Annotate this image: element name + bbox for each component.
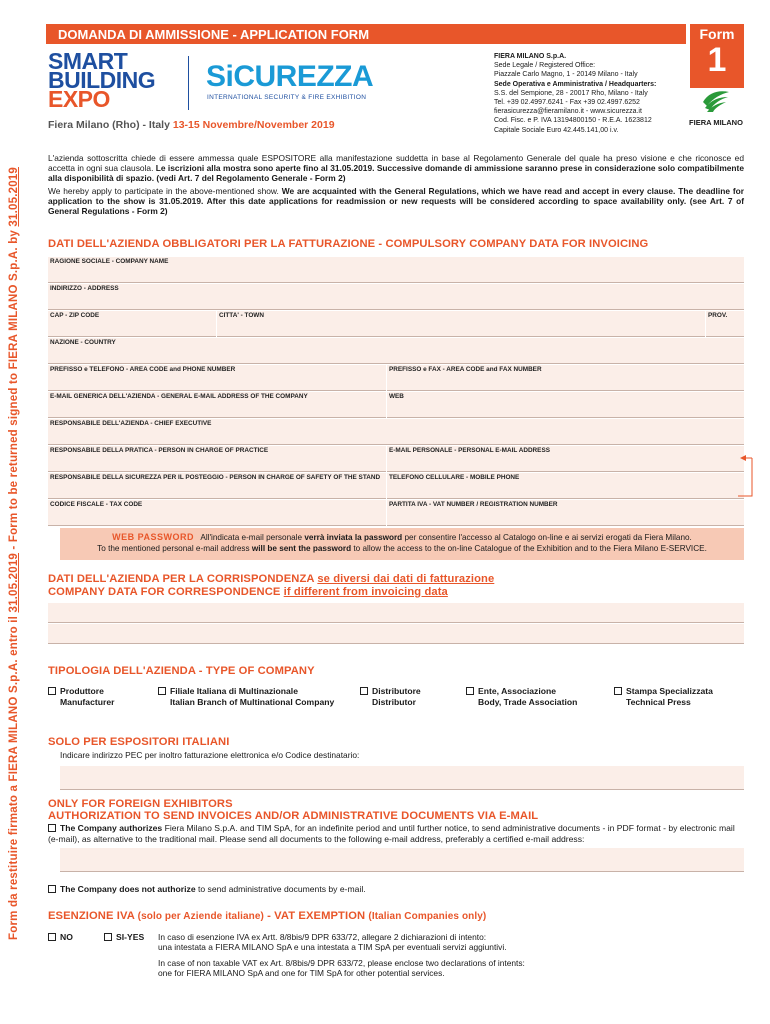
option-en: Manufacturer: [60, 696, 115, 707]
fiera-line6: fierasicurezza@fieramilano.it - www.sicurezza.it: [494, 108, 642, 116]
prov-label: PROV.: [708, 312, 728, 319]
town-label: CITTA' - TOWN: [219, 312, 264, 319]
option-it: Distributore: [372, 686, 421, 696]
fiera-line5: Tel. +39 02.4997.6241 - Fax +39 02.4997.6252: [494, 99, 640, 107]
option-it: Stampa Specializzata: [626, 686, 713, 696]
company-type-option-distributor[interactable]: [360, 686, 421, 707]
form-number: 1: [707, 41, 727, 79]
venue-place: Fiera Milano (Rho) - Italy: [48, 119, 170, 131]
intro-italian: [48, 153, 744, 184]
correspondence-section-title: [48, 573, 494, 598]
option-en: Body, Trade Association: [478, 696, 578, 707]
header-title-bar: [46, 24, 686, 44]
fiera-line4: S.S. del Sempione, 28 - 20017 Rho, Milano - Italy: [494, 89, 648, 97]
option-it: Filiale Italiana di Multinazionale: [170, 686, 298, 696]
country-field[interactable]: [48, 338, 744, 364]
certified-email-field[interactable]: [60, 848, 744, 872]
fiera-line1: Sede Legale / Registered Office:: [494, 62, 596, 70]
practice-person-label: RESPONSABILE DELLA PRATICA - PERSON IN CHARGE OF PRACTICE: [50, 447, 269, 454]
vat-title-d: (Italian Companies only): [368, 911, 487, 922]
italian-exhibitors-title: SOLO PER ESPOSITORI ITALIANI: [48, 736, 230, 748]
sicurezza-subtitle: INTERNATIONAL SECURITY & FIRE EXHIBITION: [207, 94, 367, 101]
sicurezza-logo: SiCUREZZA: [206, 60, 374, 93]
not-authorize-text: to send administrative documents by e-mail.: [195, 884, 366, 894]
authorize-text: Fiera Milano S.p.A. and TIM SpA, for an indefinite period and until further notice, to send administrative documents - in PDF format - by electronic mail (e-mail), as alternative to the traditional mail. Please send all documents to the following e-mail address, preferably a certified e-mail address:: [48, 823, 735, 844]
logo-line-building: BUILDING: [48, 67, 156, 93]
form-number-box: [690, 24, 744, 88]
address-label: INDIRIZZO - ADDRESS: [50, 285, 119, 292]
password-it-c: per consentire l'accesso al Catalogo on-line e ai servizi erogati da Fiera Milano.: [402, 533, 692, 542]
fiera-milano-mark-icon: [701, 88, 731, 112]
checkbox[interactable]: [614, 687, 622, 695]
vat-exemption-english-text: [158, 958, 718, 978]
vat-exemption-no-option[interactable]: [48, 932, 73, 943]
fiera-line7: Cod. Fisc. e P. IVA 13194800150 - R.E.A. 1623812: [494, 117, 652, 125]
general-email-label: E-MAIL GENERICA DELL'AZIENDA - GENERAL E-MAIL ADDRESS OF THE COMPANY: [50, 393, 308, 400]
company-name-label: RAGIONE SOCIALE - COMPANY NAME: [50, 258, 169, 265]
vat-en-line2: one for FIERA MILANO SpA and one for TIM SpA for other potential services.: [158, 968, 445, 979]
invoicing-section-title: DATI DELL'AZIENDA OBBLIGATORI PER LA FATTURAZIONE - COMPULSORY COMPANY DATA FOR INVOICING: [48, 238, 649, 250]
option-it: Produttore: [60, 686, 104, 696]
zip-label: CAP - ZIP CODE: [50, 312, 100, 319]
phone-label: PREFISSO e TELEFONO - AREA CODE and PHONE NUMBER: [50, 366, 236, 373]
general-email-field[interactable]: [48, 392, 386, 418]
correspondence-title-en: COMPANY DATA FOR CORRESPONDENCE: [48, 585, 284, 598]
mobile-phone-field[interactable]: [387, 473, 744, 499]
arrow-connector-icon: [736, 452, 756, 498]
country-label: NAZIONE - COUNTRY: [50, 339, 116, 346]
intro-english: [48, 186, 744, 217]
company-name-field[interactable]: [48, 257, 744, 283]
vat-yes-label: SI-YES: [116, 932, 145, 942]
phone-field[interactable]: [48, 365, 386, 391]
vat-no-label: NO: [60, 932, 73, 942]
personal-email-label: E-MAIL PERSONALE - PERSONAL E-MAIL ADDRESS: [389, 447, 550, 454]
chief-executive-label: RESPONSABILE DELL'AZIENDA - CHIEF EXECUTIVE: [50, 420, 212, 427]
checkbox[interactable]: [48, 885, 56, 893]
vat-number-label: PARTITA IVA - VAT NUMBER / REGISTRATION NUMBER: [389, 501, 558, 508]
correspondence-field-1[interactable]: [48, 603, 744, 623]
venue-line: [48, 119, 335, 131]
foreign-title-line2: AUTHORIZATION TO SEND INVOICES AND/OR ADMINISTRATIVE DOCUMENTS VIA E-MAIL: [48, 810, 539, 822]
pec-address-field[interactable]: [60, 766, 744, 790]
town-field[interactable]: [217, 311, 705, 337]
side-text-part2: - Form to be returned signed to FIERA MILANO S.p.A. by: [8, 226, 20, 553]
not-authorize-email-option[interactable]: [48, 884, 366, 895]
password-en-b: will be sent the password: [251, 544, 352, 553]
checkbox[interactable]: [48, 824, 56, 832]
checkbox[interactable]: [158, 687, 166, 695]
web-password-label: WEB PASSWORD: [112, 532, 194, 542]
not-authorize-bold: The Company does not authorize: [60, 884, 196, 894]
option-en: Technical Press: [626, 696, 691, 707]
correspondence-title-it: DATI DELL'AZIENDA PER LA CORRISPONDENZA: [48, 573, 318, 585]
company-type-section-title: TIPOLOGIA DELL'AZIENDA - TYPE OF COMPANY: [48, 665, 315, 677]
company-type-option-press[interactable]: [614, 686, 713, 707]
correspondence-field-2[interactable]: [48, 624, 744, 644]
intro-it-bold: Le iscrizioni alla mostra sono aperte fino al 31.05.2019. Successive domande di ammissione saranno prese in considerazione solo compatibilmente alla disponibilità di spazio. (vedi Art. 7 del Regolamento Generale - Form 2): [48, 163, 744, 184]
fiera-line8: Capitale Sociale Euro 42.445.141,00 i.v.: [494, 126, 619, 134]
mobile-phone-label: TELEFONO CELLULARE - MOBILE PHONE: [389, 474, 520, 481]
prov-field[interactable]: [706, 311, 744, 337]
intro-en-normal: We hereby apply to participate in the above-mentioned show.: [48, 186, 282, 196]
company-type-option-association[interactable]: [466, 686, 577, 707]
company-type-option-manufacturer[interactable]: [48, 686, 114, 707]
option-en: Distributor: [372, 696, 416, 707]
safety-person-label: RESPONSABILE DELLA SICUREZZA PER IL POSTEGGIO - PERSON IN CHARGE OF SAFETY OF THE STAND: [50, 474, 381, 481]
authorize-bold: The Company authorizes: [60, 823, 163, 833]
chief-executive-field[interactable]: [48, 419, 744, 445]
vat-title-a: ESENZIONE IVA: [48, 910, 138, 922]
web-label: WEB: [389, 393, 404, 400]
fax-field[interactable]: [387, 365, 744, 391]
italian-pec-instruction: Indicare indirizzo PEC per inoltro fatturazione elettronica e/o Codice destinatario:: [60, 750, 360, 760]
vat-exemption-title: [48, 910, 486, 922]
fiera-line3: Sede Operativa e Amministrativa / Headquarters:: [494, 80, 657, 88]
vat-number-field[interactable]: [387, 500, 744, 526]
intro-en-bold: We are acquainted with the General Regulations, which we have read and accept in every clause. The deadline for application to the show is 31.05.2019. After this date applications for readmission or new requests will be considered according to space availability only. (see Art. 7 of General Regulations - Form 2): [48, 186, 744, 217]
company-type-option-branch[interactable]: [158, 686, 334, 707]
fiera-company-info: [494, 52, 690, 135]
safety-person-field[interactable]: [48, 473, 386, 499]
web-password-notice: [60, 528, 744, 560]
correspondence-title-it-underlined: se diversi dai dati di fatturazione: [317, 573, 495, 585]
tax-code-field[interactable]: [48, 500, 386, 526]
logo-line-smart: SMART: [48, 48, 128, 74]
zip-field[interactable]: [48, 311, 216, 337]
fiera-line2: Piazzale Carlo Magno, 1 - 20149 Milano - Italy: [494, 71, 638, 79]
authorize-email-option[interactable]: [48, 823, 744, 844]
vat-exemption-yes-option[interactable]: [104, 932, 144, 943]
checkbox[interactable]: [48, 687, 56, 695]
checkbox[interactable]: [48, 933, 56, 941]
logo-line-expo: EXPO: [48, 86, 110, 112]
checkbox[interactable]: [466, 687, 474, 695]
vat-it-line1: In caso di esenzione IVA ex Artt. 8/8bis/9 DPR 633/72, allegare 2 dichiarazioni di intento:: [158, 932, 487, 942]
fiera-milano-logo: [684, 88, 748, 127]
vat-en-line1: In case of non taxable VAT ex Art. 8/8bis/9 DPR 633/72, please enclose two declarations of intents:: [158, 958, 525, 968]
foreign-title-line1: ONLY FOR FOREIGN EXHIBITORS: [48, 798, 233, 810]
vat-title-c: - VAT EXEMPTION: [263, 910, 369, 922]
vat-title-b: (solo per Aziende italiane): [137, 911, 264, 922]
fiera-milano-logo-text: FIERA MILANO: [689, 118, 743, 127]
personal-email-field[interactable]: [387, 446, 744, 472]
fax-label: PREFISSO e FAX - AREA CODE and FAX NUMBER: [389, 366, 542, 373]
password-it-b: verrà inviata la password: [304, 533, 403, 542]
fiera-name: FIERA MILANO S.p.A.: [494, 53, 567, 60]
web-field[interactable]: [387, 392, 744, 418]
practice-person-field[interactable]: [48, 446, 386, 472]
side-vertical-text: [6, 40, 28, 940]
side-text-part1: Form da restituire firmato a FIERA MILANO S.p.A. entro il: [8, 612, 20, 940]
side-text-date1: 31.05.2019: [8, 552, 20, 613]
vat-exemption-italian-text: [158, 932, 718, 952]
vat-it-line2: una intestata a FIERA MILANO SpA e una intestata a TIM SpA per eventuali servizi aggiuntivi.: [158, 942, 507, 953]
correspondence-title-en-underlined: if different from invoicing data: [283, 585, 448, 598]
smart-building-expo-logo: [48, 48, 178, 112]
password-it-a: All'indicata e-mail personale: [200, 533, 305, 542]
header-title: DOMANDA DI AMMISSIONE - APPLICATION FORM: [58, 27, 370, 42]
address-field[interactable]: [48, 284, 744, 310]
checkbox[interactable]: [104, 933, 112, 941]
option-en: Italian Branch of Multinational Company: [170, 696, 335, 707]
password-en-c: to allow the access to the on-line Catalogue of the Exhibition and to the Fiera Milano E-SERVICE.: [351, 544, 707, 553]
venue-dates: 13-15 Novembre/November 2019: [172, 119, 335, 131]
tax-code-label: CODICE FISCALE - TAX CODE: [50, 501, 143, 508]
intro-it-normal: L'azienda sottoscritta chiede di essere ammessa quale ESPOSITORE alla manifestazione suddetta in base al Regolamento Generale del quale ha preso visione e che riconosce ed accetta in ogni sua clausola.: [48, 153, 744, 174]
side-text-date2: 31.05.2019: [8, 167, 20, 227]
form-label: Form: [699, 26, 735, 42]
logo-divider: [188, 56, 189, 110]
checkbox[interactable]: [360, 687, 368, 695]
foreign-exhibitors-title: [48, 798, 538, 822]
option-it: Ente, Associazione: [478, 686, 557, 696]
password-en-a: To the mentioned personal e-mail address: [97, 544, 252, 553]
